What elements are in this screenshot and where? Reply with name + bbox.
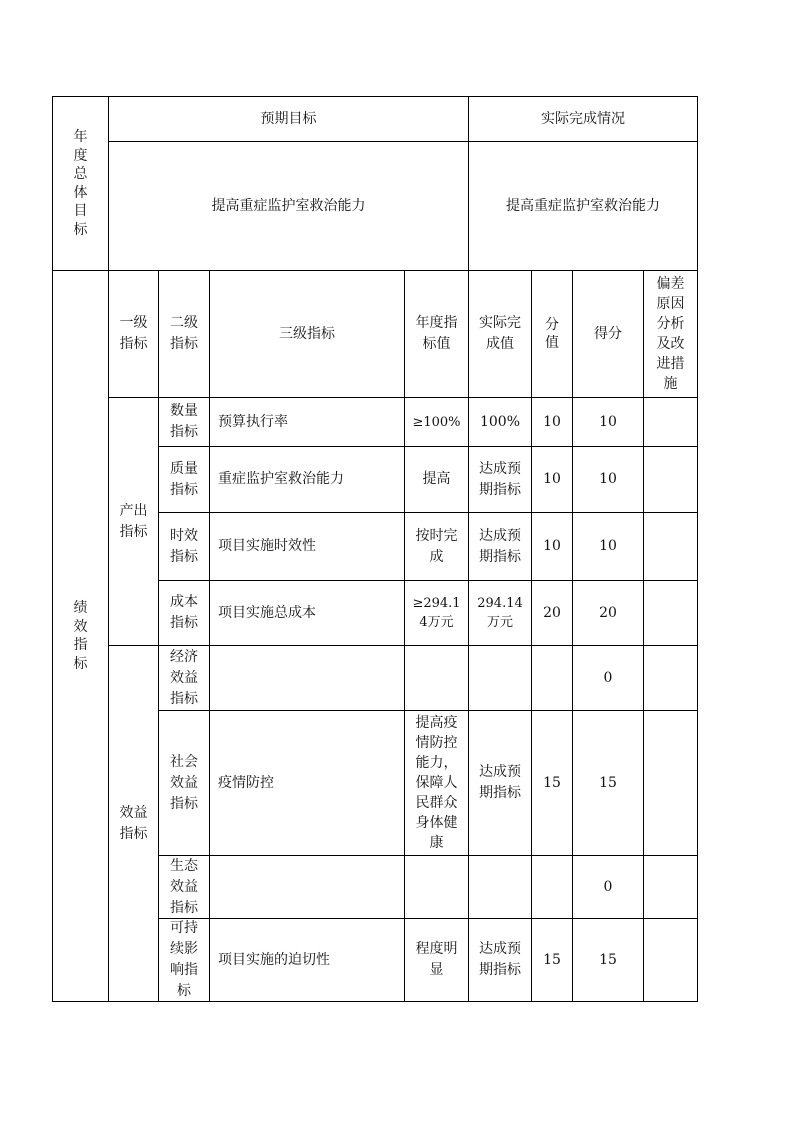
row-target: 程度明显 [415, 941, 458, 978]
actual-goal-text: 提高重症监护室救治能力 [506, 197, 660, 214]
row-actual-cell [469, 919, 531, 1001]
row-score-cell [573, 398, 643, 446]
header-score: 得分 [594, 325, 622, 342]
row-actual: 294.14万元 [477, 596, 523, 630]
row-level2: 经济效益指标 [170, 648, 198, 707]
row-level2: 数量指标 [170, 403, 198, 440]
row-weight-cell [532, 581, 572, 645]
header-score-cell [573, 271, 643, 397]
row-actual: 达成预期指标 [479, 460, 521, 498]
expected-goal-header: 预期目标 [260, 110, 317, 127]
header-level1-cell [109, 271, 158, 397]
row-level3: 项目实施的迫切性 [218, 951, 330, 968]
actual-goal-header-cell [469, 97, 697, 141]
table-row [159, 398, 209, 446]
row-score: 0 [603, 878, 613, 895]
row-target: 提高 [422, 471, 451, 487]
actual-goal-header: 实际完成情况 [541, 110, 625, 127]
header-level2-cell [159, 271, 209, 397]
row-level3: 项目实施总成本 [218, 604, 316, 621]
row-weight-cell [532, 919, 572, 1001]
row-actual-cell [469, 646, 531, 710]
table-row [159, 447, 209, 512]
row-level2: 成本指标 [170, 594, 198, 631]
row-target-cell [405, 646, 468, 710]
row-target-cell [405, 398, 468, 446]
overall-goal-label-cell [53, 97, 108, 270]
table-row [159, 856, 209, 918]
header-deviation: 偏差原因分析及改进措施 [656, 276, 685, 392]
row-level3-cell [210, 711, 404, 855]
row-target-cell [405, 919, 468, 1001]
table-row [159, 646, 209, 710]
row-level3: 预算执行率 [218, 413, 288, 430]
header-deviation-cell [644, 271, 697, 397]
row-deviation-cell [644, 919, 697, 1001]
row-target: 按时完成 [415, 527, 458, 565]
row-score-cell [573, 711, 643, 855]
header-weight: 分值 [545, 316, 559, 351]
row-weight-cell [532, 711, 572, 855]
row-actual: 达成预期指标 [479, 527, 521, 565]
row-target-cell [405, 447, 468, 512]
row-actual: 达成预期指标 [479, 941, 521, 978]
table-row [159, 581, 209, 645]
row-level2: 质量指标 [170, 460, 198, 498]
row-weight: 10 [543, 471, 561, 487]
row-score: 10 [599, 538, 617, 554]
row-actual-cell [469, 856, 531, 918]
row-actual-cell [469, 447, 531, 512]
header-actual-cell [469, 271, 531, 397]
row-score: 20 [599, 604, 617, 621]
row-deviation-cell [644, 513, 697, 580]
row-deviation-cell [644, 646, 697, 710]
header-level1: 一级指标 [119, 315, 148, 352]
row-level3: 项目实施时效性 [218, 538, 316, 554]
row-target-cell [405, 581, 468, 645]
table-border-right [697, 96, 698, 1002]
row-actual-cell [469, 581, 531, 645]
header-level2: 二级指标 [170, 315, 198, 352]
indicator-section-label: 绩效指标 [73, 600, 88, 672]
row-level3-cell [210, 581, 404, 645]
header-level3: 三级指标 [279, 325, 335, 342]
table-row [159, 919, 209, 1001]
row-target: ≥294.14万元 [412, 596, 461, 630]
row-deviation-cell [644, 398, 697, 446]
row-weight: 10 [543, 538, 561, 554]
row-score-cell [573, 513, 643, 580]
row-deviation-cell [644, 711, 697, 855]
row-level2: 时效指标 [170, 527, 198, 565]
row-score-cell [573, 919, 643, 1001]
group-output-label: 产出指标 [119, 502, 148, 540]
row-actual-cell [469, 398, 531, 446]
row-target-cell [405, 856, 468, 918]
row-level3-cell [210, 646, 404, 710]
row-level3-cell [210, 856, 404, 918]
row-weight-cell [532, 856, 572, 918]
header-target-cell [405, 271, 468, 397]
row-actual-cell [469, 513, 531, 580]
expected-goal-text: 提高重症监护室救治能力 [211, 197, 366, 214]
row-weight: 15 [543, 774, 561, 791]
row-level2: 可持续影响指标 [170, 920, 198, 999]
row-score: 10 [599, 413, 617, 430]
row-target-cell [405, 711, 468, 855]
row-score-cell [573, 856, 643, 918]
row-level2: 社会效益指标 [170, 753, 198, 812]
row-weight-cell [532, 646, 572, 710]
row-level3-cell [210, 513, 404, 580]
row-actual-cell [469, 711, 531, 855]
row-actual: 达成预期指标 [479, 764, 521, 801]
row-level3: 疫情防控 [218, 774, 274, 791]
group-benefit-cell [109, 646, 158, 1001]
table-border-bottom [52, 1001, 698, 1002]
row-deviation-cell [644, 581, 697, 645]
row-weight-cell [532, 513, 572, 580]
row-target: ≥100% [412, 414, 461, 430]
row-actual: 100% [479, 413, 521, 430]
row-score: 15 [599, 774, 617, 791]
header-actual: 实际完成值 [479, 315, 521, 352]
row-score-cell [573, 581, 643, 645]
overall-goal-label: 年度总体目标 [73, 129, 88, 238]
row-level3: 重症监护室救治能力 [218, 471, 344, 487]
row-score-cell [573, 447, 643, 512]
row-weight-cell [532, 398, 572, 446]
indicator-section-label-cell [53, 271, 108, 1001]
row-deviation-cell [644, 856, 697, 918]
row-score: 0 [603, 669, 613, 686]
row-target: 提高疫情防控能力，保障人民群众身体健康 [415, 715, 458, 851]
row-score: 10 [599, 471, 617, 487]
table-row [159, 513, 209, 580]
row-weight-cell [532, 447, 572, 512]
expected-goal-header-cell [109, 97, 468, 141]
group-benefit-label: 效益指标 [119, 804, 148, 842]
expected-goal-cell [109, 142, 468, 270]
row-level2: 生态效益指标 [170, 857, 198, 916]
row-deviation-cell [644, 447, 697, 512]
row-score-cell [573, 646, 643, 710]
row-weight: 10 [543, 413, 561, 430]
row-level3-cell [210, 398, 404, 446]
table-row [159, 711, 209, 855]
group-output-cell [109, 398, 158, 645]
actual-goal-cell [469, 142, 697, 270]
header-level3-cell [210, 271, 404, 397]
row-level3-cell [210, 919, 404, 1001]
row-level3-cell [210, 447, 404, 512]
row-weight: 20 [543, 604, 561, 621]
row-target-cell [405, 513, 468, 580]
header-weight-cell [532, 271, 572, 397]
row-score: 15 [599, 951, 617, 968]
row-weight: 15 [543, 951, 561, 968]
header-target: 年度指标值 [415, 315, 458, 352]
